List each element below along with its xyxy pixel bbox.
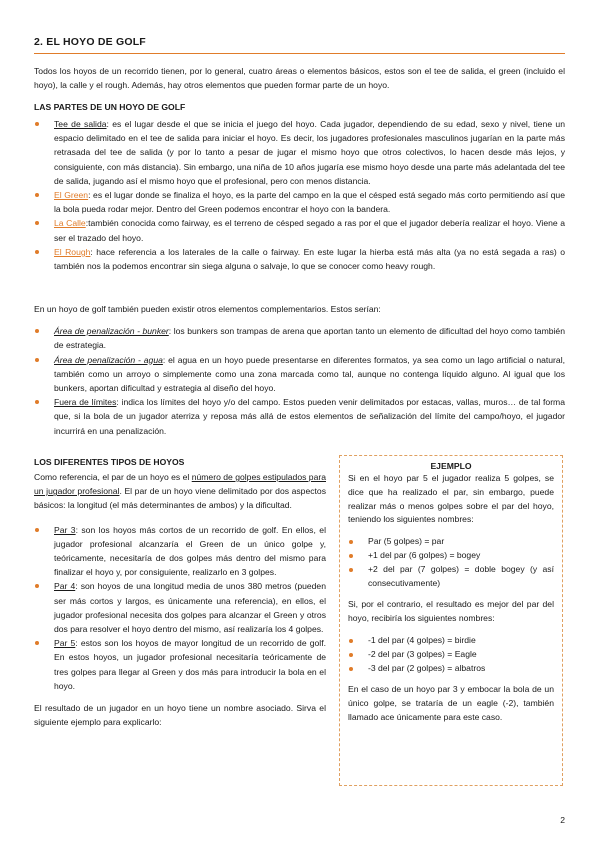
item-text: : estos son los hoyos de mayor longitud de un recorrido de golf. En estos hoyos, un jugador profesional necesitaría teóricamente de tres golpes para llegar al Green y dos más para introducir la bola en el hoyo. bbox=[54, 638, 326, 691]
list-item bbox=[348, 549, 554, 563]
item-text: : los bunkers son trampas de arena que aportan tanto un elemento de dificultad del hoyo como también de estrategia. bbox=[54, 326, 565, 351]
item-text: : es el lugar donde se finaliza el hoyo, es la parte del campo en la que el césped está segado más corto permitiendo así que la bola pueda rodar mejor. Dentro del Green podemos encontrar el hoyo con la bandera. bbox=[54, 190, 565, 215]
term-par5: Par 5 bbox=[54, 638, 76, 649]
term-par4: Par 4 bbox=[54, 581, 76, 592]
complementary-block bbox=[34, 302, 565, 438]
term-rough: El Rough bbox=[54, 246, 91, 257]
term-tee: Tee de salida bbox=[54, 119, 107, 129]
item-text: +1 del par (6 golpes) = bogey bbox=[368, 549, 481, 560]
example-paragraph-1: Si en el hoyo par 5 el jugador realiza 5 golpes, se dice que ha realizado el par, sin embargo, puede realizar más o menos golpes sobre el par del hoyo, teniendo los siguientes nombres: bbox=[348, 473, 554, 525]
term-fuera-limites: Fuera de límites bbox=[54, 397, 117, 408]
bullet-icon bbox=[35, 358, 39, 362]
page-number: 2 bbox=[560, 815, 565, 825]
complementary-intro: En un hoyo de golf también pueden existir otros elementos complementarios. Estos serían: bbox=[34, 304, 381, 314]
item-text: +2 del par (7 golpes) = doble bogey (y así consecutivamente) bbox=[368, 563, 554, 588]
intro-paragraph: Todos los hoyos de un recorrido tienen, por lo general, cuatro áreas o elementos básicos, estos son el tee de salida, el green (incluido el hoyo), la calle y el rough. Además, hay otros elementos que pueden formar parte de un hoyo. bbox=[34, 66, 565, 91]
item-text: : el agua en un hoyo puede presentarse en diferentes formatos, ya sea como un lago artificial o natural, también como un arroyo o simplemente como una zona marcada como tal, aunque no contenga líquido alguno. Al igual que los bunkers, aportan dificultad y estrategia al diseño del hoyo. bbox=[54, 354, 565, 394]
types-list bbox=[34, 523, 326, 693]
bullet-icon bbox=[349, 639, 353, 643]
item-text: : es el lugar desde el que se inicia el juego del hoyo. Cada jugador, dependiendo de su edad, sexo y nivel, tiene un espacio delimitado en el tee de salida para iniciar el hoyo. Es decir, los jugadores profesionales masculinos jugarían en la parte más retrasada del tee de salida (y por lo tanto a pesar de jugar el mismo hoyo que otros colectivos, lo hacen desde más lejos, y consiguiente, con más distancia). Sin embargo, una niña de 10 años jugaría ese mismo hoyo desde una parte más adelantada del tee de salida, jugando así el mismo hoyo que el profesional, pero con menos distancia. bbox=[54, 119, 565, 186]
bullet-icon bbox=[349, 568, 353, 572]
types-intro bbox=[34, 470, 326, 513]
list-item bbox=[34, 188, 565, 216]
item-text: :también conocida como fairway, es el terreno de césped segado a ras por el que el jugador debería realizar el hoyo. Viene a ser el trazado del hoyo. bbox=[54, 218, 565, 243]
bullet-icon bbox=[35, 400, 39, 404]
list-item bbox=[34, 579, 326, 636]
intro-block bbox=[34, 64, 565, 92]
term-agua: Área de penalización - agua bbox=[54, 354, 163, 365]
parts-block bbox=[34, 101, 565, 273]
term-calle: La Calle bbox=[54, 218, 86, 229]
bullet-icon bbox=[35, 329, 39, 333]
section-title: 2. EL HOYO DE GOLF bbox=[34, 36, 565, 54]
list-item bbox=[34, 117, 565, 188]
types-intro-emphasis: número de golpes estipulados para un jugador profesional bbox=[34, 472, 326, 497]
example-list-under bbox=[348, 634, 554, 675]
list-item bbox=[34, 353, 565, 396]
item-text: : indica los límites del hoyo y/o del campo. Estos pueden venir delimitados por estacas, vallas, muros… de tal forma que, si la bola de un jugador aterriza y reposa más allá de estos elementos de señalización del límite del campo/hoyo, el jugador incurrirá en una penalización. bbox=[54, 397, 565, 436]
term-bunker: Área de penalización - bunker bbox=[54, 326, 169, 337]
bullet-icon bbox=[349, 540, 353, 544]
list-item bbox=[348, 634, 554, 648]
example-box bbox=[339, 455, 563, 786]
types-intro-b: . El par de un hoyo viene delimitado por dos aspectos básicos: la longitud (el más determinantes de ambos) y la dificultad. bbox=[34, 486, 327, 511]
types-outro: El resultado de un jugador en un hoyo tiene un nombre asociado. Sirva el siguiente ejemplo para explicarlo: bbox=[34, 703, 326, 728]
list-item bbox=[34, 523, 326, 580]
item-text: : son hoyos de una longitud media de unos 380 metros (pueden ser más cortos y largos, es únicamente una referencia), en ellos, el jugador profesional necesita dos golpes para alcanzar el Green y otros dos para resolver el hoyo dentro del mismo, así realizaría los 4 golpes. bbox=[54, 581, 326, 635]
list-item bbox=[34, 395, 565, 438]
list-item bbox=[348, 662, 554, 676]
term-green: El Green bbox=[54, 190, 89, 201]
bullet-icon bbox=[349, 653, 353, 657]
bullet-icon bbox=[35, 584, 39, 588]
item-text: : son los hoyos más cortos de un recorrido de golf. En ellos, el jugador profesional alcanzaría el Green de un único golpe y, teóricamente, necesitaría de dos golpes más dentro del mismo para finalizar el hoyo y, por consiguiente, realizarlo en 3 golpes. bbox=[54, 524, 326, 578]
list-item bbox=[348, 563, 554, 591]
bullet-icon bbox=[35, 528, 39, 532]
types-column bbox=[34, 456, 326, 729]
list-item bbox=[34, 636, 326, 693]
example-paragraph-3: En el caso de un hoyo par 3 y embocar la bola de un único golpe, se trataría de un eagle (-2), también llamado ace únicamente para este caso. bbox=[348, 684, 554, 722]
bullet-icon bbox=[349, 554, 353, 558]
item-text: -1 del par (4 golpes) = birdie bbox=[368, 634, 476, 645]
list-item bbox=[34, 245, 565, 273]
example-paragraph-2: Si, por el contrario, el resultado es mejor del par del hoyo, recibiría los siguientes nombres: bbox=[348, 599, 554, 624]
types-heading: LOS DIFERENTES TIPOS DE HOYOS bbox=[34, 457, 185, 467]
list-item bbox=[34, 324, 565, 352]
complementary-list bbox=[34, 324, 565, 438]
parts-list bbox=[34, 117, 565, 273]
bullet-icon bbox=[35, 221, 39, 225]
item-text: -3 del par (2 golpes) = albatros bbox=[368, 662, 486, 673]
list-item bbox=[348, 535, 554, 549]
bullet-icon bbox=[35, 641, 39, 645]
parts-heading: LAS PARTES DE UN HOYO DE GOLF bbox=[34, 102, 186, 112]
item-text: Par (5 golpes) = par bbox=[368, 536, 445, 547]
types-intro-a: Como referencia, el par de un hoyo es el bbox=[34, 472, 192, 482]
term-par3: Par 3 bbox=[54, 524, 76, 535]
bullet-icon bbox=[35, 122, 39, 126]
item-text: : hace referencia a los laterales de la calle o fairway. En este lugar la hierba está más alta (ya no está segada a ras) o también nos la podemos encontrar sin siega alguna o salvaje, lo que se conocer como heavy rough. bbox=[54, 246, 565, 272]
bullet-icon bbox=[349, 667, 353, 671]
list-item bbox=[34, 216, 565, 244]
example-title: EJEMPLO bbox=[430, 461, 472, 471]
bullet-icon bbox=[35, 193, 39, 197]
example-list-over bbox=[348, 535, 554, 590]
list-item bbox=[348, 648, 554, 662]
item-text: -2 del par (3 golpes) = Eagle bbox=[368, 648, 477, 659]
bullet-icon bbox=[35, 250, 39, 254]
